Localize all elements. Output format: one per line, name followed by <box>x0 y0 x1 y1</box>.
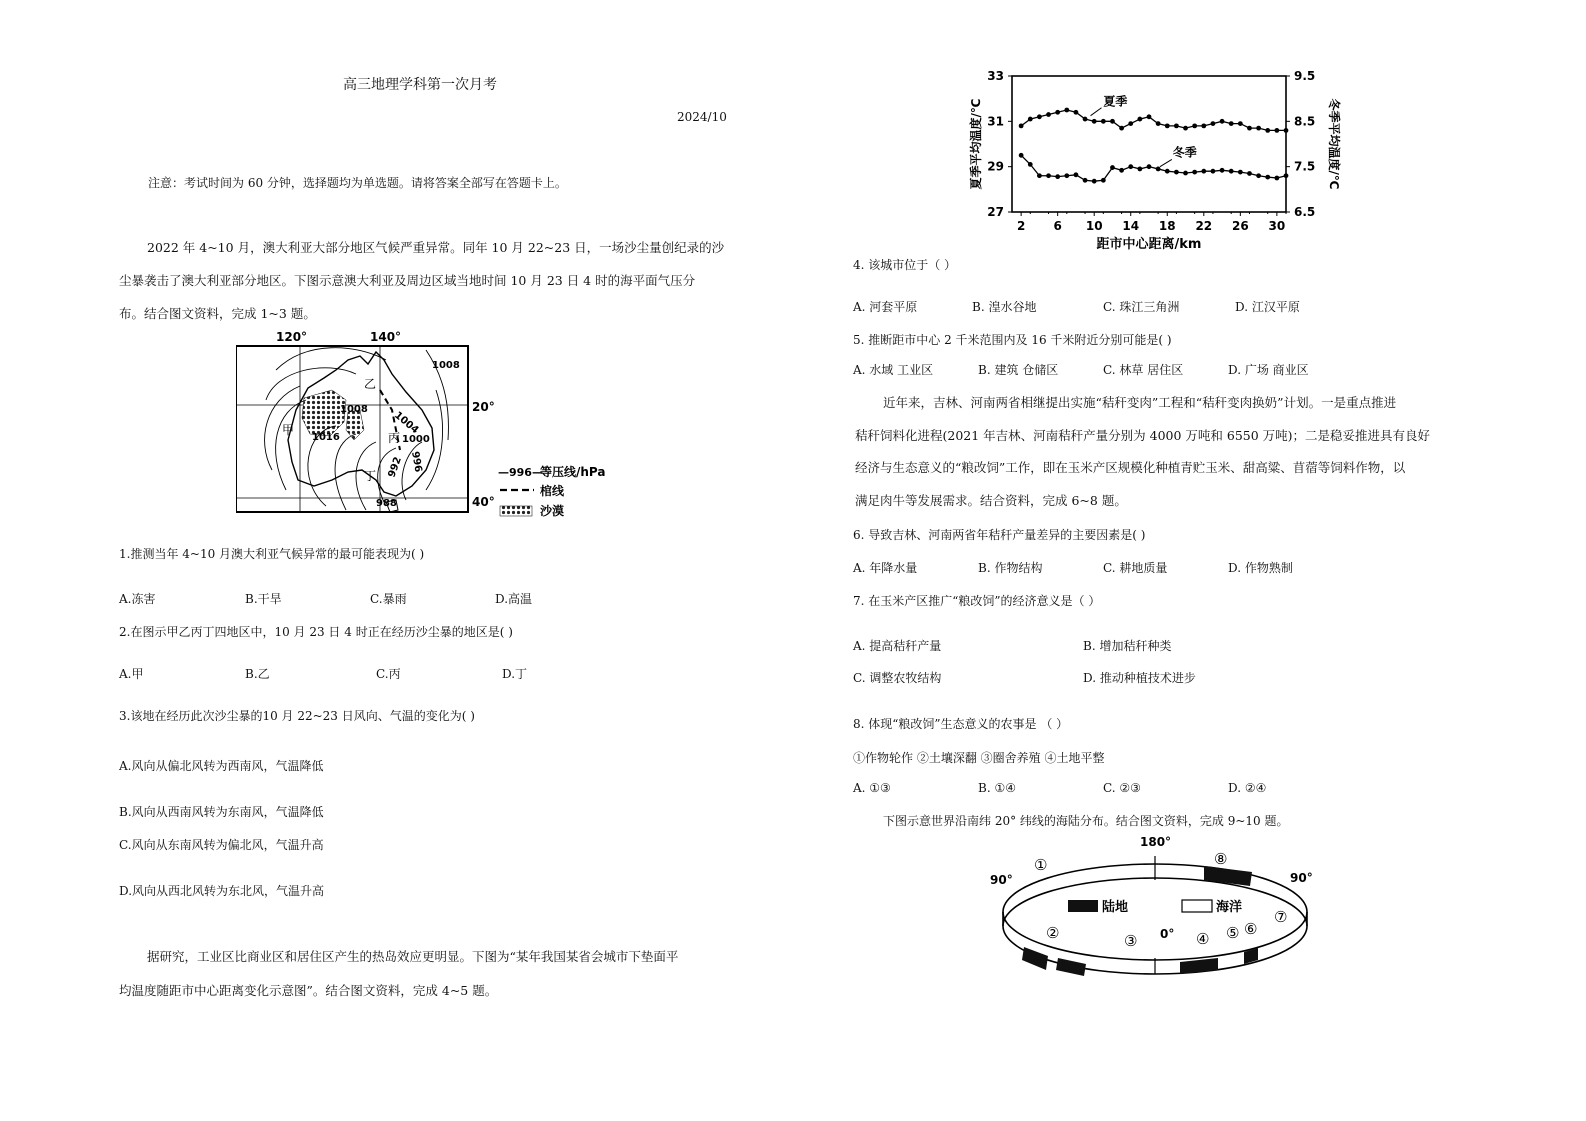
legend-ocean-label: 海洋 <box>1216 900 1243 915</box>
q2-option-c[interactable]: C.丙 <box>376 667 401 681</box>
y-tick-label: 31 <box>987 114 1004 129</box>
q1-option-a[interactable]: A.冻害 <box>119 592 156 606</box>
x-tick-label: 2 <box>1016 219 1026 233</box>
q7-option-a[interactable]: A. 提高秸秆产量 <box>853 639 942 653</box>
data-point <box>1119 168 1124 173</box>
series-line-winter <box>1021 155 1286 181</box>
data-point <box>1229 169 1234 174</box>
q3-option-a[interactable]: A.风向从偏北风转为西南风，气温降低 <box>119 759 324 773</box>
isobar-label: 1000 <box>402 434 430 445</box>
q5-option-c[interactable]: C. 林草 居住区 <box>1103 363 1184 377</box>
q4-stem: 4. 该城市位于（ ） <box>853 258 957 272</box>
x-tick-label: 18 <box>1158 219 1176 233</box>
data-point <box>1064 173 1069 178</box>
data-point <box>1092 119 1097 124</box>
data-point <box>1256 173 1261 178</box>
pressure-map-figure <box>236 330 616 520</box>
q1-option-b[interactable]: B.干旱 <box>245 592 282 606</box>
data-point <box>1247 171 1252 176</box>
data-point <box>1265 128 1270 133</box>
data-point <box>1037 114 1042 119</box>
x-tick-label: 26 <box>1231 219 1249 233</box>
q6-option-a[interactable]: A. 年降水量 <box>853 561 918 575</box>
data-point <box>1174 123 1179 128</box>
passage1-line3: 布。结合图文资料，完成 1~3 题。 <box>119 306 316 321</box>
passage1-line1: 2022 年 4~10 月，澳大利亚大部分地区气候严重异常。同年 10 月 22~23 日，一场沙尘量创纪录的沙 <box>147 240 725 255</box>
data-point <box>1183 126 1188 131</box>
passage3-line1: 近年来，吉林、河南两省相继提出实施“秸秆变肉”工程和“秸秆变肉换奶”计划。一是重点推进 <box>883 395 1397 410</box>
data-point <box>1137 167 1142 172</box>
marker-6: ⑥ <box>1244 920 1258 938</box>
isobar-label: 992 <box>386 455 404 480</box>
data-point <box>1192 123 1197 128</box>
legend-isobar-sample: —996— <box>498 466 543 479</box>
data-point <box>1137 117 1142 122</box>
y2-tick-label: 9.5 <box>1294 69 1316 83</box>
data-point <box>1192 170 1197 175</box>
legend-land-swatch <box>1068 900 1098 912</box>
region-label-bing: 丙 <box>388 431 401 445</box>
q1-stem: 1.推测当年 4~10 月澳大利亚气候异常的最可能表现为( ) <box>119 547 425 561</box>
page-title: 高三地理学科第一次月考 <box>343 77 497 93</box>
legend-isobar-label: 等压线/hPa <box>540 465 606 479</box>
data-point <box>1083 117 1088 122</box>
lat-label-20: 20° <box>472 400 495 414</box>
passage2-line1: 据研究，工业区比商业区和居住区产生的热岛效应更明显。下图为“某年我国某省会城市下垫面平 <box>147 949 679 964</box>
data-point <box>1247 126 1252 131</box>
q5-option-a[interactable]: A. 水域 工业区 <box>853 363 934 377</box>
data-point <box>1165 123 1170 128</box>
passage3-line2: 秸秆饲料化进程(2021 年吉林、河南秸秆产量分别为 4000 万吨和 6550 万吨)；二是稳妥推进具有良好 <box>855 428 1431 443</box>
data-point <box>1055 110 1060 115</box>
region-label-yi: 乙 <box>364 377 377 391</box>
q7-option-b[interactable]: B. 增加秸秆种类 <box>1083 639 1172 653</box>
data-point <box>1055 174 1060 179</box>
isobar-label: 1016 <box>312 432 340 443</box>
x-axis-label: 距市中心距离/km <box>1096 237 1202 252</box>
exam-notice: 注意：考试时间为 60 分钟，选择题均为单选题。请将答案全部写在答题卡上。 <box>148 176 567 190</box>
marker-3: ③ <box>1124 932 1138 950</box>
data-point <box>1229 121 1234 126</box>
data-point <box>1156 121 1161 126</box>
y-tick-label: 29 <box>987 159 1004 174</box>
data-point <box>1220 119 1225 124</box>
data-point <box>1083 178 1088 183</box>
region-label-ding: 丁 <box>364 469 377 483</box>
marker-2: ② <box>1046 924 1060 942</box>
q2-option-a[interactable]: A.甲 <box>119 667 144 681</box>
series-pointer <box>1091 108 1102 116</box>
x-tick-label: 22 <box>1195 219 1213 233</box>
series-label-winter: 冬季 <box>1172 145 1197 160</box>
q3-option-c[interactable]: C.风向从东南风转为偏北风，气温升高 <box>119 838 324 852</box>
q3-stem: 3.该地在经历此次沙尘暴的10 月 22~23 日风向、气温的变化为( ) <box>119 709 475 723</box>
data-point <box>1256 126 1261 131</box>
q3-option-d[interactable]: D.风向从西北风转为东北风，气温升高 <box>119 884 325 898</box>
q5-option-b[interactable]: B. 建筑 仓储区 <box>978 363 1059 377</box>
q5-option-d[interactable]: D. 广场 商业区 <box>1228 363 1309 377</box>
data-point <box>1019 153 1024 158</box>
land-block <box>1056 958 1086 976</box>
data-point <box>1165 169 1170 174</box>
isobar-label: 996 <box>409 450 424 474</box>
data-point <box>1037 173 1042 178</box>
q6-option-d[interactable]: D. 作物熟制 <box>1228 561 1293 575</box>
data-point <box>1064 108 1069 113</box>
y2-axis-label: 冬季平均温度/℃ <box>1327 98 1341 190</box>
data-point <box>1238 121 1243 126</box>
lat-label-40: 40° <box>472 495 495 509</box>
q8-option-d[interactable]: D. ②④ <box>1228 781 1267 795</box>
label-90-right: 90° <box>1290 871 1313 885</box>
series-pointer <box>1160 159 1172 166</box>
data-point <box>1183 171 1188 176</box>
region-label-jia: 甲 <box>282 423 295 437</box>
label-90-left: 90° <box>990 873 1013 887</box>
y2-tick-label: 6.5 <box>1294 205 1316 219</box>
data-point <box>1128 121 1133 126</box>
legend-desert-swatch <box>500 506 532 516</box>
data-point <box>1110 119 1115 124</box>
legend-desert-label: 沙漠 <box>540 504 565 518</box>
lon-label-140: 140° <box>370 330 402 344</box>
data-point <box>1284 173 1289 178</box>
q7-option-c[interactable]: C. 调整农牧结构 <box>853 671 942 685</box>
marker-1: ① <box>1034 856 1048 874</box>
q4-option-b[interactable]: B. 湟水谷地 <box>972 300 1037 314</box>
marker-8: ⑧ <box>1214 850 1228 868</box>
x-tick-label: 14 <box>1122 219 1140 233</box>
q6-option-b[interactable]: B. 作物结构 <box>978 561 1043 575</box>
q2-stem: 2.在图示甲乙丙丁四地区中，10 月 23 日 4 时正在经历沙尘暴的地区是( ) <box>119 625 513 639</box>
q7-stem: 7. 在玉米产区推广“粮改饲”的经济意义是（ ） <box>853 594 1101 608</box>
q6-stem: 6. 导致吉林、河南两省年秸秆产量差异的主要因素是( ) <box>853 528 1146 542</box>
passage3-line3: 经济与生态意义的“粮改饲”工作，即在玉米产区规模化种植青贮玉米、甜高粱、苜蓿等饲料作物，以 <box>855 460 1406 475</box>
data-point <box>1147 114 1152 119</box>
data-point <box>1046 173 1051 178</box>
data-point <box>1211 169 1216 174</box>
data-point <box>1101 119 1106 124</box>
series-line-summer <box>1021 110 1286 130</box>
data-point <box>1046 112 1051 117</box>
data-point <box>1265 175 1270 180</box>
q8-option-c[interactable]: C. ②③ <box>1103 781 1141 795</box>
chart-frame <box>1012 76 1286 212</box>
series-label-summer: 夏季 <box>1103 94 1128 109</box>
data-point <box>1028 117 1033 122</box>
data-point <box>1074 110 1079 115</box>
sea-land-ring-figure <box>990 834 1320 979</box>
q8-option-b[interactable]: B. ①④ <box>978 781 1016 795</box>
y2-tick-label: 7.5 <box>1294 159 1316 174</box>
y-tick-label: 33 <box>987 69 1004 83</box>
q5-stem: 5. 推断距市中心 2 千米范围内及 16 千米附近分别可能是( ) <box>853 333 1172 347</box>
data-point <box>1274 176 1279 181</box>
q2-option-b[interactable]: B.乙 <box>245 667 270 681</box>
land-block <box>1180 958 1218 974</box>
q4-option-a[interactable]: A. 河套平原 <box>853 300 918 314</box>
isobar-label: 1004 <box>392 409 421 437</box>
label-0: 0° <box>1160 927 1175 941</box>
exam-date: 2024/10 <box>677 110 727 124</box>
q8-items: ①作物轮作 ②土壤深翻 ③圈舍养殖 ④土地平整 <box>853 751 1105 765</box>
data-point <box>1092 179 1097 184</box>
q4-option-d[interactable]: D. 江汉平原 <box>1235 300 1300 314</box>
data-point <box>1211 121 1216 126</box>
q8-option-a[interactable]: A. ①③ <box>853 781 891 795</box>
q6-option-c[interactable]: C. 耕地质量 <box>1103 561 1168 575</box>
passage3-line4: 满足肉牛等发展需求。结合资料，完成 6~8 题。 <box>855 493 1127 508</box>
data-point <box>1284 128 1289 133</box>
data-point <box>1201 169 1206 174</box>
data-point <box>1101 178 1106 183</box>
passage1-line2: 尘暴袭击了澳大利亚部分地区。下图示意澳大利亚及周边区域当地时间 10 月 23 日 4 时的海平面气压分 <box>119 273 696 288</box>
q1-option-d[interactable]: D.高温 <box>495 592 533 606</box>
temperature-chart <box>966 66 1346 256</box>
legend-ocean-swatch <box>1182 900 1212 912</box>
data-point <box>1074 172 1079 177</box>
q4-option-c[interactable]: C. 珠江三角洲 <box>1103 300 1180 314</box>
data-point <box>1274 128 1279 133</box>
passage4-line1: 下图示意世界沿南纬 20° 纬线的海陆分布。结合图文资料，完成 9~10 题。 <box>883 814 1289 828</box>
marker-7: ⑦ <box>1274 908 1288 926</box>
data-point <box>1119 126 1124 131</box>
data-point <box>1238 170 1243 175</box>
q7-option-d[interactable]: D. 推动种植技术进步 <box>1083 671 1196 685</box>
isobar-label: 1008 <box>432 360 460 371</box>
marker-5: ⑤ <box>1226 924 1240 942</box>
q2-option-d[interactable]: D.丁 <box>502 667 528 681</box>
x-tick-label: 30 <box>1268 219 1286 233</box>
y2-tick-label: 8.5 <box>1294 114 1316 129</box>
marker-4: ④ <box>1196 930 1210 948</box>
legend-trough-label: 棺线 <box>540 484 565 498</box>
land-block <box>1204 866 1252 886</box>
legend-land-label: 陆地 <box>1102 900 1129 915</box>
lon-label-120: 120° <box>276 330 308 344</box>
q1-option-c[interactable]: C.暴雨 <box>370 592 407 606</box>
data-point <box>1147 164 1152 169</box>
isobar-label: 1008 <box>340 404 368 415</box>
y-tick-label: 27 <box>987 205 1004 219</box>
x-tick-label: 6 <box>1053 219 1062 233</box>
isobar-label: 988 <box>376 498 397 509</box>
data-point <box>1174 170 1179 175</box>
data-point <box>1201 123 1206 128</box>
data-point <box>1110 165 1115 170</box>
label-180: 180° <box>1140 835 1172 849</box>
land-block <box>1022 947 1048 970</box>
data-point <box>1028 162 1033 167</box>
q3-option-b[interactable]: B.风向从西南风转为东南风，气温降低 <box>119 805 324 819</box>
y-axis-label: 夏季平均温度/℃ <box>969 98 983 190</box>
x-tick-label: 10 <box>1085 219 1103 233</box>
q8-stem: 8. 体现“粮改饲”生态意义的农事是 （ ） <box>853 717 1069 731</box>
data-point <box>1156 167 1161 172</box>
data-point <box>1128 164 1133 169</box>
passage2-line2: 均温度随距市中心距离变化示意图”。结合图文资料，完成 4~5 题。 <box>119 983 498 998</box>
data-point <box>1220 168 1225 173</box>
data-point <box>1019 123 1024 128</box>
